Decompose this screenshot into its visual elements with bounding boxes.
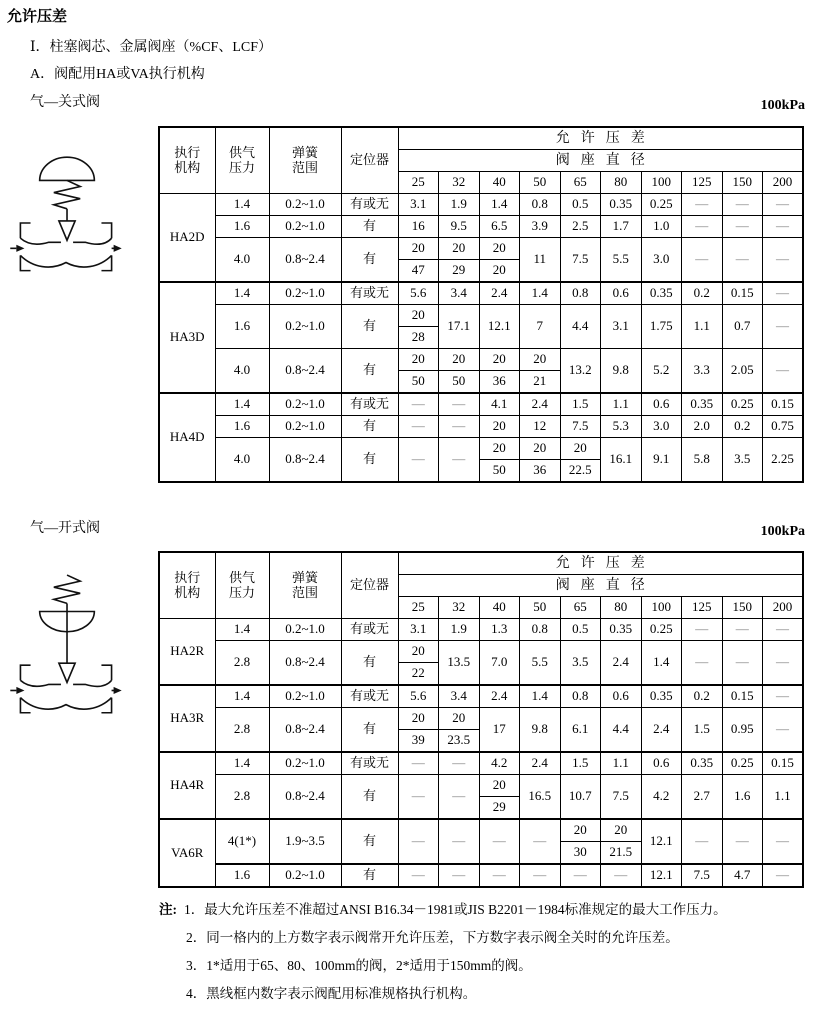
row-label-cell: 有或无 bbox=[341, 685, 398, 708]
pressure-value-cell: — bbox=[763, 349, 804, 394]
pressure-value-cell: 2.4 bbox=[641, 708, 682, 753]
pressure-value-cell: 9.8 bbox=[601, 349, 642, 394]
pressure-value-cell: 5.5 bbox=[601, 238, 642, 283]
pressure-value-cell: — bbox=[398, 438, 439, 483]
pressure-value-cell: 16.1 bbox=[601, 438, 642, 483]
pressure-value-cell: 4.1 bbox=[479, 393, 520, 416]
actuator-model-cell: HA3D bbox=[159, 282, 215, 393]
row-label-cell: 0.2~1.0 bbox=[269, 416, 341, 438]
actuator-model-cell: HA4D bbox=[159, 393, 215, 482]
row-label-cell: 4.0 bbox=[215, 238, 269, 283]
pressure-value-cell: 2.7 bbox=[682, 775, 723, 820]
pressure-value-cell: — bbox=[763, 641, 804, 686]
size-col-header: 125 bbox=[682, 172, 723, 194]
pressure-value-cell: 0.35 bbox=[601, 619, 642, 641]
actuator-model-cell: HA3R bbox=[159, 685, 215, 752]
pressure-value-cell: 3.1 bbox=[398, 194, 439, 216]
row-label-cell: 2.8 bbox=[215, 641, 269, 686]
pressure-value-cell: 3.9 bbox=[520, 216, 561, 238]
size-col-header: 200 bbox=[763, 172, 804, 194]
allowable-pressure-diff-header: 允许压差 bbox=[398, 127, 803, 150]
pressure-value-cell: 2.5 bbox=[560, 216, 601, 238]
pressure-value-cell: 3.1 bbox=[601, 305, 642, 349]
pressure-value-cell: 20 bbox=[479, 438, 520, 460]
row-label-cell: 0.8~2.4 bbox=[269, 438, 341, 483]
row-label-cell: 有 bbox=[341, 305, 398, 349]
pressure-value-cell: 50 bbox=[479, 460, 520, 483]
row-label-cell: 1.6 bbox=[215, 864, 269, 887]
row-label-cell: 有或无 bbox=[341, 194, 398, 216]
unit-label-kpa: 100kPa bbox=[760, 524, 805, 539]
pressure-value-cell: 12 bbox=[520, 416, 561, 438]
pressure-value-cell: 3.0 bbox=[641, 416, 682, 438]
pressure-value-cell: 12.1 bbox=[641, 819, 682, 864]
pressure-value-cell: 0.6 bbox=[601, 685, 642, 708]
pressure-value-cell: 0.15 bbox=[763, 752, 804, 775]
subtitle-actuator-type: A．阀配用HA或VA执行机构 bbox=[30, 67, 205, 82]
pressure-value-cell: 13.5 bbox=[439, 641, 480, 686]
pressure-value-cell: 3.4 bbox=[439, 282, 480, 305]
pressure-value-cell: 0.5 bbox=[560, 619, 601, 641]
pressure-value-cell: 0.6 bbox=[641, 393, 682, 416]
pressure-value-cell: 1.4 bbox=[520, 282, 561, 305]
pressure-value-cell: 4.4 bbox=[560, 305, 601, 349]
actuator-model-cell: VA6R bbox=[159, 819, 215, 887]
pressure-value-cell: — bbox=[682, 819, 723, 864]
size-col-header: 80 bbox=[601, 597, 642, 619]
row-label-cell: 0.2~1.0 bbox=[269, 752, 341, 775]
size-col-header: 65 bbox=[560, 172, 601, 194]
unit-label-kpa: 100kPa bbox=[760, 98, 805, 113]
pressure-value-cell: 0.15 bbox=[722, 685, 763, 708]
row-label-cell: 1.4 bbox=[215, 194, 269, 216]
pressure-value-cell: — bbox=[763, 238, 804, 283]
pressure-value-cell: 0.2 bbox=[722, 416, 763, 438]
pressure-value-cell: 5.5 bbox=[520, 641, 561, 686]
notes-label: 注: bbox=[159, 902, 177, 917]
pressure-value-cell: — bbox=[722, 641, 763, 686]
pressure-value-cell: 20 bbox=[560, 438, 601, 460]
row-label-cell: 1.6 bbox=[215, 216, 269, 238]
row-label-cell: 2.8 bbox=[215, 708, 269, 753]
size-col-header: 100 bbox=[641, 172, 682, 194]
pressure-value-cell: 0.5 bbox=[560, 194, 601, 216]
pressure-value-cell: 4.2 bbox=[479, 752, 520, 775]
pressure-value-cell: — bbox=[398, 752, 439, 775]
column-header: 供气 压力 bbox=[215, 127, 269, 194]
row-label-cell: 0.8~2.4 bbox=[269, 708, 341, 753]
row-label-cell: 1.6 bbox=[215, 305, 269, 349]
pressure-value-cell: 1.3 bbox=[479, 619, 520, 641]
row-label-cell: 有 bbox=[341, 349, 398, 394]
pressure-value-cell: — bbox=[763, 216, 804, 238]
pressure-value-cell: — bbox=[398, 864, 439, 887]
pressure-value-cell: 1.4 bbox=[479, 194, 520, 216]
row-label-cell: 有或无 bbox=[341, 282, 398, 305]
row-label-cell: 0.2~1.0 bbox=[269, 864, 341, 887]
pressure-value-cell: — bbox=[682, 619, 723, 641]
pressure-value-cell: — bbox=[439, 438, 480, 483]
pressure-value-cell: — bbox=[398, 819, 439, 864]
pressure-value-cell: 36 bbox=[479, 371, 520, 394]
pressure-value-cell: 2.0 bbox=[682, 416, 723, 438]
pressure-value-cell: — bbox=[439, 864, 480, 887]
size-col-header: 150 bbox=[722, 172, 763, 194]
note-item-2: 2．同一格内的上方数字表示阀常开允许压差，下方数字表示阀全关时的允许压差。 bbox=[186, 930, 679, 945]
pressure-value-cell: — bbox=[439, 416, 480, 438]
pressure-value-cell: — bbox=[722, 238, 763, 283]
row-label-cell: 有或无 bbox=[341, 752, 398, 775]
pressure-value-cell: 20 bbox=[439, 349, 480, 371]
pressure-differential-table bbox=[158, 126, 804, 483]
pressure-value-cell: 9.1 bbox=[641, 438, 682, 483]
pressure-value-cell: 20 bbox=[479, 349, 520, 371]
pressure-value-cell: 20 bbox=[479, 238, 520, 260]
size-col-header: 65 bbox=[560, 597, 601, 619]
pressure-value-cell: 20 bbox=[520, 438, 561, 460]
pressure-value-cell: 0.15 bbox=[722, 282, 763, 305]
pressure-value-cell: 1.1 bbox=[763, 775, 804, 820]
page-title: 允许压差 bbox=[7, 9, 68, 25]
pressure-value-cell: 2.05 bbox=[722, 349, 763, 394]
size-col-header: 50 bbox=[520, 172, 561, 194]
row-label-cell: 1.4 bbox=[215, 282, 269, 305]
pressure-value-cell: — bbox=[520, 819, 561, 864]
row-label-cell: 4.0 bbox=[215, 438, 269, 483]
pressure-value-cell: 7.5 bbox=[560, 416, 601, 438]
pressure-value-cell: 0.25 bbox=[722, 393, 763, 416]
pressure-value-cell: — bbox=[763, 305, 804, 349]
pressure-value-cell: 3.3 bbox=[682, 349, 723, 394]
pressure-value-cell: 20 bbox=[479, 260, 520, 283]
pressure-value-cell: 30 bbox=[560, 842, 601, 865]
subtitle-trim-type: Ⅰ．柱塞阀芯、金属阀座（%CF、LCF） bbox=[30, 40, 272, 55]
row-label-cell: 0.2~1.0 bbox=[269, 619, 341, 641]
seat-diameter-header: 阀座直径 bbox=[398, 575, 803, 597]
pressure-value-cell: 29 bbox=[479, 797, 520, 820]
size-col-header: 125 bbox=[682, 597, 723, 619]
air-to-close-valve-icon bbox=[10, 147, 122, 299]
row-label-cell: 有 bbox=[341, 708, 398, 753]
pressure-value-cell: 2.4 bbox=[601, 641, 642, 686]
actuator-model-cell: HA4R bbox=[159, 752, 215, 819]
pressure-value-cell: 3.1 bbox=[398, 619, 439, 641]
pressure-value-cell: 50 bbox=[439, 371, 480, 394]
pressure-value-cell: — bbox=[722, 216, 763, 238]
seat-diameter-header: 阀座直径 bbox=[398, 150, 803, 172]
pressure-value-cell: 0.8 bbox=[520, 619, 561, 641]
pressure-value-cell: — bbox=[682, 238, 723, 283]
pressure-value-cell: 0.8 bbox=[560, 685, 601, 708]
pressure-value-cell: 3.5 bbox=[560, 641, 601, 686]
pressure-value-cell: 50 bbox=[398, 371, 439, 394]
pressure-value-cell: 0.35 bbox=[641, 282, 682, 305]
pressure-value-cell: — bbox=[439, 752, 480, 775]
section-label-air-to-open: 气—开式阀 bbox=[30, 521, 100, 536]
pressure-value-cell: 20 bbox=[398, 708, 439, 730]
pressure-value-cell: 6.5 bbox=[479, 216, 520, 238]
row-label-cell: 有 bbox=[341, 641, 398, 686]
pressure-value-cell: 29 bbox=[439, 260, 480, 283]
row-label-cell: 1.9~3.5 bbox=[269, 819, 341, 864]
row-label-cell: 0.2~1.0 bbox=[269, 216, 341, 238]
pressure-value-cell: 2.25 bbox=[763, 438, 804, 483]
pressure-value-cell: 1.5 bbox=[560, 393, 601, 416]
pressure-value-cell: 36 bbox=[520, 460, 561, 483]
size-col-header: 32 bbox=[439, 597, 480, 619]
pressure-value-cell: — bbox=[763, 685, 804, 708]
note-line bbox=[159, 900, 809, 919]
pressure-value-cell: 0.8 bbox=[520, 194, 561, 216]
pressure-value-cell: — bbox=[560, 864, 601, 887]
row-label-cell: 4(1*) bbox=[215, 819, 269, 864]
row-label-cell: 有 bbox=[341, 438, 398, 483]
pressure-value-cell: 5.8 bbox=[682, 438, 723, 483]
size-col-header: 40 bbox=[479, 172, 520, 194]
pressure-value-cell: 22.5 bbox=[560, 460, 601, 483]
row-label-cell: 1.4 bbox=[215, 619, 269, 641]
note-item-3: 3．1*适用于65、80、100mm的阀，2*适用于150mm的阀。 bbox=[186, 958, 532, 973]
row-label-cell: 0.2~1.0 bbox=[269, 685, 341, 708]
pressure-value-cell: 1.1 bbox=[682, 305, 723, 349]
pressure-value-cell: 13.2 bbox=[560, 349, 601, 394]
row-label-cell: 4.0 bbox=[215, 349, 269, 394]
row-label-cell: 0.8~2.4 bbox=[269, 775, 341, 820]
pressure-value-cell: 0.2 bbox=[682, 685, 723, 708]
pressure-value-cell: 5.6 bbox=[398, 685, 439, 708]
pressure-value-cell: — bbox=[398, 393, 439, 416]
pressure-value-cell: 21.5 bbox=[601, 842, 642, 865]
pressure-value-cell: 17.1 bbox=[439, 305, 480, 349]
pressure-value-cell: 0.35 bbox=[601, 194, 642, 216]
pressure-value-cell: 7.5 bbox=[560, 238, 601, 283]
row-label-cell: 2.8 bbox=[215, 775, 269, 820]
pressure-value-cell: 1.1 bbox=[601, 393, 642, 416]
size-col-header: 80 bbox=[601, 172, 642, 194]
pressure-value-cell: 1.4 bbox=[520, 685, 561, 708]
pressure-value-cell: 0.7 bbox=[722, 305, 763, 349]
row-label-cell: 有或无 bbox=[341, 393, 398, 416]
pressure-value-cell: — bbox=[722, 819, 763, 864]
pressure-value-cell: 5.2 bbox=[641, 349, 682, 394]
pressure-value-cell: 20 bbox=[479, 416, 520, 438]
row-label-cell: 有 bbox=[341, 416, 398, 438]
pressure-value-cell: 2.4 bbox=[520, 393, 561, 416]
actuator-model-cell: HA2D bbox=[159, 194, 215, 283]
pressure-value-cell: 20 bbox=[398, 349, 439, 371]
pressure-value-cell: 3.0 bbox=[641, 238, 682, 283]
pressure-value-cell: 2.4 bbox=[479, 282, 520, 305]
row-label-cell: 有或无 bbox=[341, 619, 398, 641]
pressure-value-cell: 21 bbox=[520, 371, 561, 394]
pressure-value-cell: 20 bbox=[439, 238, 480, 260]
pressure-value-cell: 0.8 bbox=[560, 282, 601, 305]
pressure-value-cell: 20 bbox=[560, 819, 601, 842]
pressure-value-cell: — bbox=[439, 775, 480, 820]
row-label-cell: 0.8~2.4 bbox=[269, 641, 341, 686]
pressure-value-cell: 0.75 bbox=[763, 416, 804, 438]
pressure-value-cell: 9.5 bbox=[439, 216, 480, 238]
pressure-value-cell: — bbox=[763, 708, 804, 753]
pressure-value-cell: 0.35 bbox=[641, 685, 682, 708]
pressure-value-cell: 10.7 bbox=[560, 775, 601, 820]
pressure-value-cell: 20 bbox=[520, 349, 561, 371]
row-label-cell: 1.4 bbox=[215, 752, 269, 775]
pressure-value-cell: 20 bbox=[601, 819, 642, 842]
pressure-value-cell: 9.8 bbox=[520, 708, 561, 753]
pressure-value-cell: 6.1 bbox=[560, 708, 601, 753]
pressure-value-cell: 0.35 bbox=[682, 752, 723, 775]
pressure-value-cell: — bbox=[763, 282, 804, 305]
column-header: 定位器 bbox=[341, 552, 398, 619]
pressure-value-cell: 1.5 bbox=[560, 752, 601, 775]
pressure-value-cell: 16.5 bbox=[520, 775, 561, 820]
row-label-cell: 0.8~2.4 bbox=[269, 238, 341, 283]
row-label-cell: 有 bbox=[341, 238, 398, 283]
size-col-header: 200 bbox=[763, 597, 804, 619]
row-label-cell: 0.2~1.0 bbox=[269, 393, 341, 416]
pressure-value-cell: — bbox=[763, 864, 804, 887]
row-label-cell: 0.2~1.0 bbox=[269, 305, 341, 349]
pressure-value-cell: — bbox=[439, 393, 480, 416]
pressure-value-cell: 47 bbox=[398, 260, 439, 283]
pressure-value-cell: 20 bbox=[398, 305, 439, 327]
notes bbox=[159, 900, 809, 1012]
column-header: 定位器 bbox=[341, 127, 398, 194]
pressure-value-cell: 1.4 bbox=[641, 641, 682, 686]
pressure-value-cell: 7.5 bbox=[601, 775, 642, 820]
pressure-value-cell: — bbox=[398, 416, 439, 438]
row-label-cell: 0.8~2.4 bbox=[269, 349, 341, 394]
pressure-value-cell: 2.4 bbox=[479, 685, 520, 708]
row-label-cell: 有 bbox=[341, 864, 398, 887]
column-header: 执行 机构 bbox=[159, 127, 215, 194]
pressure-value-cell: 1.0 bbox=[641, 216, 682, 238]
pressure-value-cell: 11 bbox=[520, 238, 561, 283]
column-header: 执行 机构 bbox=[159, 552, 215, 619]
pressure-value-cell: 0.95 bbox=[722, 708, 763, 753]
air-to-close-pressure-table-holder bbox=[158, 126, 804, 483]
pressure-value-cell: 1.5 bbox=[682, 708, 723, 753]
pressure-value-cell: — bbox=[479, 819, 520, 864]
pressure-value-cell: 12.1 bbox=[479, 305, 520, 349]
pressure-value-cell: 0.25 bbox=[641, 619, 682, 641]
note-item-1: 1．最大允许压差不准超过ANSI B16.34－1981或JIS B2201－1984标准规定的最大工作压力。 bbox=[184, 902, 727, 917]
size-col-header: 50 bbox=[520, 597, 561, 619]
pressure-differential-table bbox=[158, 551, 804, 888]
pressure-value-cell: 5.6 bbox=[398, 282, 439, 305]
row-label-cell: 有 bbox=[341, 775, 398, 820]
pressure-value-cell: — bbox=[763, 619, 804, 641]
row-label-cell: 有 bbox=[341, 819, 398, 864]
air-to-open-pressure-table-holder bbox=[158, 551, 804, 888]
pressure-value-cell: 20 bbox=[398, 238, 439, 260]
size-col-header: 25 bbox=[398, 172, 439, 194]
pressure-value-cell: 28 bbox=[398, 327, 439, 349]
pressure-value-cell: 20 bbox=[439, 708, 480, 730]
column-header: 弹簧 范围 bbox=[269, 127, 341, 194]
size-col-header: 100 bbox=[641, 597, 682, 619]
pressure-value-cell: 0.6 bbox=[601, 282, 642, 305]
pressure-value-cell: 1.1 bbox=[601, 752, 642, 775]
pressure-value-cell: 1.9 bbox=[439, 194, 480, 216]
size-col-header: 150 bbox=[722, 597, 763, 619]
size-col-header: 40 bbox=[479, 597, 520, 619]
pressure-value-cell: 1.75 bbox=[641, 305, 682, 349]
pressure-value-cell: 7 bbox=[520, 305, 561, 349]
row-label-cell: 1.6 bbox=[215, 416, 269, 438]
pressure-value-cell: — bbox=[763, 819, 804, 864]
allowable-pressure-diff-header: 允许压差 bbox=[398, 552, 803, 575]
pressure-value-cell: 1.7 bbox=[601, 216, 642, 238]
pressure-value-cell: 16 bbox=[398, 216, 439, 238]
pressure-value-cell: 3.5 bbox=[722, 438, 763, 483]
column-header: 弹簧 范围 bbox=[269, 552, 341, 619]
pressure-value-cell: 20 bbox=[479, 775, 520, 797]
row-label-cell: 1.4 bbox=[215, 685, 269, 708]
pressure-value-cell: — bbox=[682, 641, 723, 686]
pressure-value-cell: 0.25 bbox=[722, 752, 763, 775]
pressure-value-cell: 7.5 bbox=[682, 864, 723, 887]
pressure-value-cell: 22 bbox=[398, 663, 439, 686]
row-label-cell: 1.4 bbox=[215, 393, 269, 416]
row-label-cell: 0.2~1.0 bbox=[269, 194, 341, 216]
pressure-value-cell: — bbox=[722, 619, 763, 641]
actuator-model-cell: HA2R bbox=[159, 619, 215, 686]
size-col-header: 32 bbox=[439, 172, 480, 194]
pressure-value-cell: 4.7 bbox=[722, 864, 763, 887]
section-label-air-to-close: 气—关式阀 bbox=[30, 95, 100, 110]
row-label-cell: 0.2~1.0 bbox=[269, 282, 341, 305]
pressure-value-cell: 23.5 bbox=[439, 730, 480, 753]
pressure-value-cell: 1.9 bbox=[439, 619, 480, 641]
pressure-value-cell: 1.6 bbox=[722, 775, 763, 820]
pressure-value-cell: — bbox=[520, 864, 561, 887]
column-header: 供气 压力 bbox=[215, 552, 269, 619]
pressure-value-cell: 4.2 bbox=[641, 775, 682, 820]
size-col-header: 25 bbox=[398, 597, 439, 619]
pressure-value-cell: — bbox=[763, 194, 804, 216]
pressure-value-cell: 0.25 bbox=[641, 194, 682, 216]
pressure-value-cell: 39 bbox=[398, 730, 439, 753]
row-label-cell: 有 bbox=[341, 216, 398, 238]
pressure-value-cell: 7.0 bbox=[479, 641, 520, 686]
pressure-value-cell: 20 bbox=[398, 641, 439, 663]
pressure-value-cell: — bbox=[682, 216, 723, 238]
pressure-value-cell: 3.4 bbox=[439, 685, 480, 708]
pressure-value-cell: 0.15 bbox=[763, 393, 804, 416]
pressure-value-cell: 5.3 bbox=[601, 416, 642, 438]
pressure-value-cell: — bbox=[722, 194, 763, 216]
air-to-open-valve-icon bbox=[10, 571, 122, 733]
pressure-value-cell: 17 bbox=[479, 708, 520, 753]
pressure-value-cell: 0.35 bbox=[682, 393, 723, 416]
pressure-value-cell: — bbox=[398, 775, 439, 820]
pressure-value-cell: — bbox=[682, 194, 723, 216]
pressure-value-cell: 0.2 bbox=[682, 282, 723, 305]
pressure-value-cell: 4.4 bbox=[601, 708, 642, 753]
pressure-value-cell: — bbox=[439, 819, 480, 864]
pressure-value-cell: 12.1 bbox=[641, 864, 682, 887]
pressure-value-cell: 2.4 bbox=[520, 752, 561, 775]
note-item-4: 4．黑线框内数字表示阀配用标准规格执行机构。 bbox=[186, 986, 477, 1001]
pressure-value-cell: — bbox=[601, 864, 642, 887]
pressure-value-cell: 0.6 bbox=[641, 752, 682, 775]
pressure-value-cell: — bbox=[479, 864, 520, 887]
